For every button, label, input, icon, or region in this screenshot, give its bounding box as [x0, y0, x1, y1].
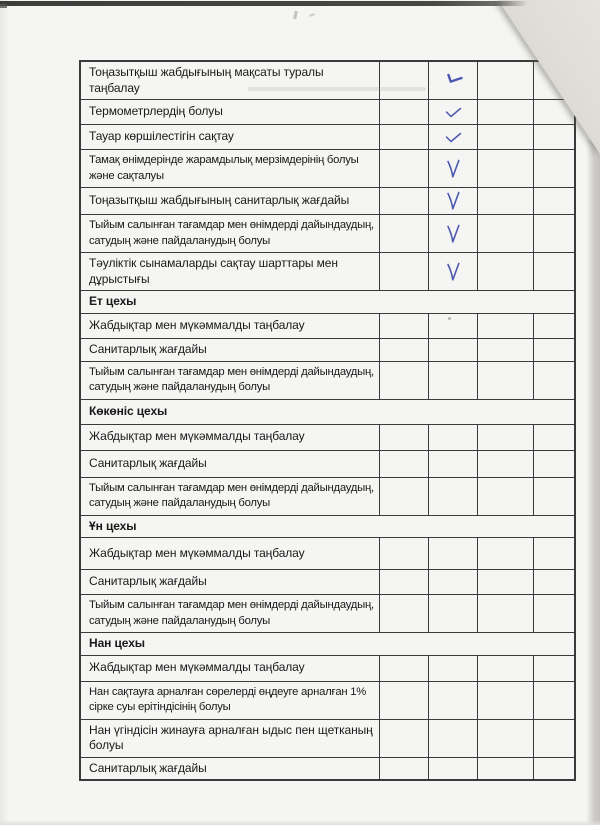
row-label: Жабдықтар мен мүкәммалды таңбалау — [89, 429, 305, 444]
table-row — [81, 758, 574, 780]
checkmark-icon — [444, 70, 463, 87]
table-row — [81, 339, 574, 362]
answer-cell — [428, 758, 477, 780]
answer-cell — [477, 720, 533, 757]
scan-speck — [0, 4, 7, 8]
answer-cell — [379, 100, 428, 124]
answer-cell — [379, 62, 428, 99]
table-row — [81, 425, 574, 451]
answer-cell — [428, 188, 477, 214]
answer-cell — [477, 253, 533, 290]
section-title: Ұн цехы — [89, 518, 137, 533]
table-row — [81, 150, 574, 188]
answer-cell — [477, 595, 533, 632]
answer-cell — [477, 339, 533, 361]
row-label: Тыйым салынған тағамдар мен өнімдерді дайындаудың, сатудың және пайдаланудың болуы — [89, 219, 374, 247]
answer-cell — [428, 538, 477, 569]
inspection-table — [79, 60, 576, 781]
row-label: Тамақ өнімдерінде жарамдылық мерзімдерінің болуы және сақталуы — [89, 154, 359, 182]
answer-cell — [533, 362, 574, 399]
answer-cell — [379, 362, 428, 399]
checkmark-icon — [446, 224, 461, 244]
answer-cell — [533, 538, 574, 569]
answer-cell — [477, 425, 533, 450]
answer-cell — [533, 150, 574, 187]
answer-cell — [428, 425, 477, 450]
answer-cell — [533, 253, 574, 290]
table-row — [81, 253, 574, 291]
table-row — [81, 478, 574, 516]
answer-cell — [477, 150, 533, 187]
section-header-row — [81, 633, 574, 656]
answer-cell — [379, 570, 428, 594]
table-row — [81, 188, 574, 215]
row-label: Тыйым салынған тағамдар мен өнімдерді дайындаудың, сатудың және пайдаланудың болуы — [89, 481, 374, 509]
answer-cell — [428, 100, 477, 124]
checkmark-icon — [445, 132, 462, 143]
scan-edge-top — [0, 1, 528, 6]
answer-cell — [428, 125, 477, 149]
section-title: Ет цехы — [89, 294, 137, 308]
answer-cell — [379, 188, 428, 214]
answer-cell — [379, 595, 428, 632]
answer-cell — [533, 314, 574, 338]
row-label: Нан үгіндісін жинауға арналған ыдыс пен щетканың болуы — [89, 722, 373, 752]
answer-cell — [379, 538, 428, 569]
answer-cell — [533, 478, 574, 515]
answer-cell — [428, 62, 477, 99]
answer-cell — [533, 451, 574, 477]
row-label: Тәуліктік сынамаларды сақтау шарттары мен дұрыстығы — [89, 256, 338, 286]
table-row — [81, 570, 574, 595]
answer-cell — [477, 362, 533, 399]
row-label: Санитарлық жағдайы — [89, 455, 207, 470]
table-row — [81, 682, 574, 720]
answer-cell — [379, 425, 428, 450]
answer-cell — [428, 682, 477, 719]
answer-cell — [379, 339, 428, 361]
table-row — [81, 314, 574, 339]
answer-cell — [533, 188, 574, 214]
answer-cell — [533, 656, 574, 681]
paper-edge-bottom — [0, 820, 600, 825]
table-row — [81, 451, 574, 478]
answer-cell — [428, 339, 477, 361]
answer-cell — [533, 339, 574, 361]
table-row — [81, 538, 574, 570]
table-row — [81, 362, 574, 400]
answer-cell — [428, 150, 477, 187]
folded-corner — [498, 0, 600, 154]
row-label: Тыйым салынған тағамдар мен өнімдерді дайындаудың, сатудың және пайдаланудың болуы — [89, 365, 374, 393]
answer-cell — [379, 682, 428, 719]
scan-smudge — [448, 317, 451, 320]
answer-cell — [379, 451, 428, 477]
answer-cell — [477, 758, 533, 780]
answer-cell — [379, 253, 428, 290]
checkmark-icon — [446, 191, 461, 211]
section-title: Көкөніс цехы — [89, 403, 168, 418]
scan-smudge — [248, 87, 426, 91]
answer-cell — [379, 125, 428, 149]
checkmark-icon — [445, 107, 462, 118]
answer-cell — [428, 314, 477, 338]
answer-cell — [533, 758, 574, 780]
answer-cell — [428, 656, 477, 681]
answer-cell — [379, 150, 428, 187]
row-label: Тоңазытқыш жабдығының санитарлық жағдайы — [89, 193, 350, 208]
answer-cell — [477, 451, 533, 477]
checkmark-icon — [446, 262, 461, 282]
answer-cell — [428, 362, 477, 399]
answer-cell — [477, 188, 533, 214]
answer-cell — [477, 538, 533, 569]
answer-cell — [428, 451, 477, 477]
section-title: Нан цехы — [89, 636, 145, 650]
answer-cell — [428, 570, 477, 594]
answer-cell — [379, 656, 428, 681]
answer-cell — [379, 720, 428, 757]
row-label: Тоңазытқыш жабдығының мақсаты туралы таңбалау — [89, 65, 324, 95]
section-header-row — [81, 291, 574, 314]
answer-cell — [379, 758, 428, 780]
folded-corner-wrap — [498, 0, 600, 154]
answer-cell — [533, 215, 574, 252]
answer-cell — [533, 595, 574, 632]
checkmark-icon — [446, 159, 461, 179]
answer-cell — [533, 425, 574, 450]
section-header-row — [81, 400, 574, 425]
row-label: Жабдықтар мен мүкәммалды таңбалау — [89, 545, 305, 560]
row-label: Санитарлық жағдайы — [89, 574, 207, 589]
row-label: Санитарлық жағдайы — [89, 341, 207, 356]
table-row — [81, 215, 574, 253]
row-label: Нан сақтауға арналған сөрелерді өңдеуге арналған 1% сірке суы ерітіндісінің болуы — [89, 685, 367, 713]
answer-cell — [477, 682, 533, 719]
answer-cell — [477, 570, 533, 594]
row-label: Жабдықтар мен мүкәммалды таңбалау — [89, 660, 305, 675]
table-row — [81, 656, 574, 682]
paper-edge-right — [586, 140, 600, 825]
scan-mark — [309, 13, 315, 17]
answer-cell — [379, 215, 428, 252]
scan-mark — [293, 11, 298, 19]
paper-edge-left — [0, 0, 9, 825]
answer-cell — [533, 720, 574, 757]
answer-cell — [477, 215, 533, 252]
row-label: Жабдықтар мен мүкәммалды таңбалау — [89, 317, 305, 332]
answer-cell — [428, 595, 477, 632]
answer-cell — [533, 570, 574, 594]
row-label: Тауар көршілестігін сақтау — [89, 129, 234, 144]
row-label: Санитарлық жағдайы — [89, 760, 207, 775]
answer-cell — [379, 314, 428, 338]
answer-cell — [428, 478, 477, 515]
row-label: Тыйым салынған тағамдар мен өнімдерді дайындаудың, сатудың және пайдаланудың болуы — [89, 599, 374, 627]
answer-cell — [428, 720, 477, 757]
row-label: Термометрлердің болуы — [89, 104, 223, 119]
answer-cell — [428, 253, 477, 290]
table-row — [81, 720, 574, 758]
answer-cell — [533, 682, 574, 719]
answer-cell — [477, 478, 533, 515]
answer-cell — [428, 215, 477, 252]
table-row — [81, 595, 574, 633]
answer-cell — [477, 656, 533, 681]
answer-cell — [379, 478, 428, 515]
answer-cell — [477, 314, 533, 338]
section-header-row — [81, 516, 574, 539]
